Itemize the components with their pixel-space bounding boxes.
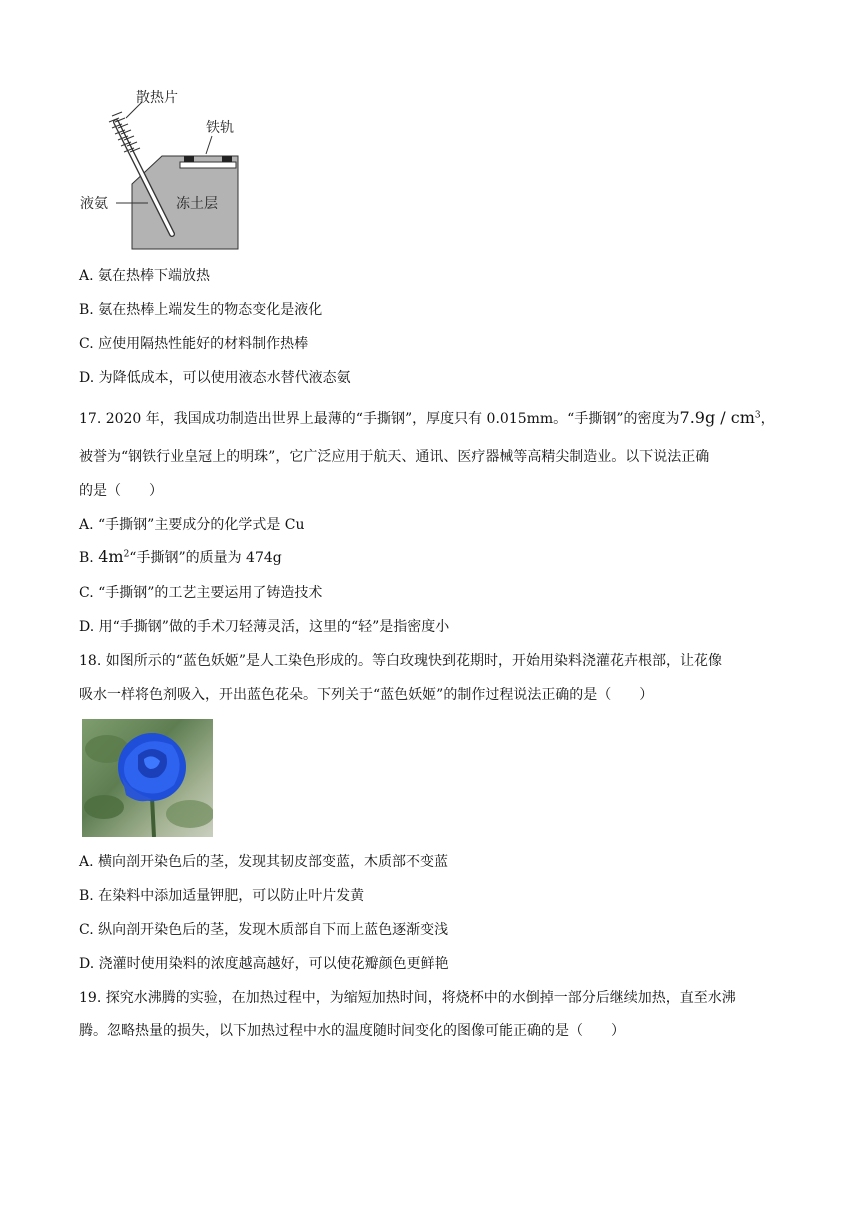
q16-option-a: A. 氨在热棒下端放热 xyxy=(79,268,211,284)
q17-stem-line1: 17. 2020 年，我国成功制造出世界上最薄的“手撕钢”，厚度只有 0.015mm。“手撕钢”的密度为$7.9g / cm^3$， xyxy=(79,408,775,427)
rail-base xyxy=(180,162,236,168)
q19-stem-line2: 腾。忽略热量的损失，以下加热过程中水的温度随时间变化的图像可能正确的是（ ） xyxy=(79,1023,625,1039)
q17-option-a: A. “手撕钢”主要成分的化学式是 Cu xyxy=(79,517,305,533)
heat-fins xyxy=(109,112,140,152)
rail-left xyxy=(184,156,194,162)
blue-rose-photo xyxy=(82,719,213,837)
q19-stem-line1: 19. 探究水沸腾的实验，在加热过程中，为缩短加热时间，将烧杯中的水倒掉一部分后继续加热，直至水沸 xyxy=(79,990,736,1006)
q18-stem-line2: 吸水一样将色剂吸入，开出蓝色花朵。下列关于“蓝色妖姬”的制作过程说法正确的是（ ） xyxy=(79,687,654,703)
label-frozen-soil: 冻土层 xyxy=(176,196,218,212)
rail-right xyxy=(222,156,232,162)
q16-option-b: B. 氨在热棒上端发生的物态变化是液化 xyxy=(79,302,323,318)
label-ammonia: 液氨 xyxy=(80,196,108,212)
q16-option-d: D. 为降低成本，可以使用液态水替代液态氨 xyxy=(79,370,351,386)
q17-stem-line2: 被誉为“钢铁行业皇冠上的明珠”，它广泛应用于航天、通讯、医疗器械等高精尖制造业。以下说法正确 xyxy=(79,449,710,465)
q18-stem-line1: 18. 如图所示的“蓝色妖姬”是人工染色形成的。等白玫瑰快到花期时，开始用染料浇灌花卉根部，让花像 xyxy=(79,653,723,669)
q18-option-c: C. 纵向剖开染色后的茎，发现木质部自下而上蓝色逐渐变浅 xyxy=(79,922,449,938)
q18-option-a: A. 横向剖开染色后的茎，发现其韧皮部变蓝，木质部不变蓝 xyxy=(79,854,449,870)
q17-option-c: C. “手撕钢”的工艺主要运用了铸造技术 xyxy=(79,585,323,601)
density-formula: 7.9g / cm xyxy=(679,408,755,427)
q17-stem-line3: 的是（ ） xyxy=(79,483,163,499)
q16-option-c: C. 应使用隔热性能好的材料制作热棒 xyxy=(79,336,309,352)
blue-rose-image xyxy=(82,719,213,837)
area-formula: 4m xyxy=(98,547,124,566)
label-rail: 铁轨 xyxy=(206,120,234,136)
q18-option-b: B. 在染料中添加适量钾肥，可以防止叶片发黄 xyxy=(79,888,365,904)
label-fins: 散热片 xyxy=(136,90,178,106)
q17-option-b: B. $4m^2“$手撕钢”的质量为 474g xyxy=(79,547,282,566)
heat-pipe-diagram xyxy=(76,84,256,254)
heat-pipe-figure xyxy=(76,84,256,254)
q17-option-d: D. 用“手撕钢”做的手术刀轻薄灵活，这里的“轻”是指密度小 xyxy=(79,619,450,635)
q18-option-d: D. 浇灌时使用染料的浓度越高越好，可以使花瓣颜色更鲜艳 xyxy=(79,956,449,972)
